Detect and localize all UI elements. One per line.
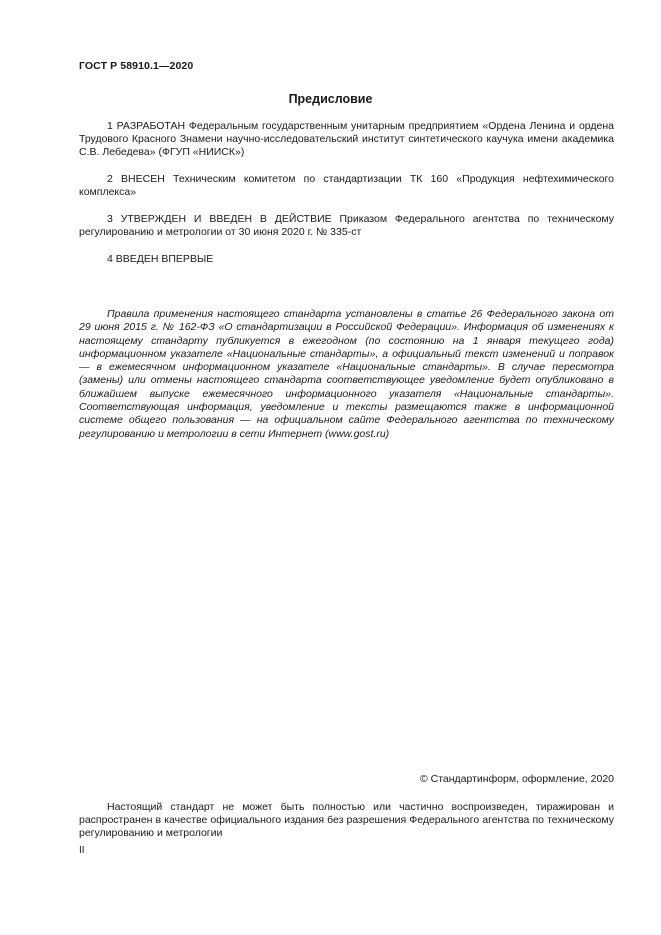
section-2: 2 ВНЕСЕН Техническим комитетом по стандартизации ТК 160 «Продукция нефтехимического комплекса» [79, 173, 614, 198]
document-code: ГОСТ Р 58910.1—2020 [79, 60, 194, 72]
usage-notice: Правила применения настоящего стандарта установлены в статье 26 Федерального закона от 29 июня 2015 г. № 162-ФЗ «О стандартизации в Российской Федерации». Информация об изменениях к настоящему стандарту публикуется в ежегодном (по состоянию на 1 января текущего года) информационном указателе «Национальные стандарты», а официальный текст изменений и поправок — в ежемесячном информационном указателе «Национальные стандарты». В случае пересмотра (замены) или отмены настоящего стандарта соответствующее уведомление будет опубликовано в ближайшем выпуске ежемесячного информационного указателя «Национальные стандарты». Соответствующая информация, уведомление и тексты размещаются также в информационной системе общего пользования — на официальном сайте Федерального агентства по техническому регулированию и метрологии в сети Интернет (www.gost.ru) [79, 308, 614, 440]
section-4: 4 ВВЕДЕН ВПЕРВЫЕ [107, 253, 214, 265]
page-title: Предисловие [288, 92, 373, 106]
copyright-line: © Стандартинформ, оформление, 2020 [419, 773, 614, 785]
section-1: 1 РАЗРАБОТАН Федеральным государственным унитарным предприятием «Ордена Ленина и ордена Трудового Красного Знамени научно-исследовательский институт синтетического каучука имени академика С.В. Лебедева» (ФГУП «НИИСК») [79, 120, 614, 158]
page-number: II [79, 845, 85, 856]
section-3: 3 УТВЕРЖДЕН И ВВЕДЕН В ДЕЙСТВИЕ Приказом Федерального агентства по техническому регулированию и метрологии от 30 июня 2020 г. № 335-ст [79, 213, 614, 238]
reproduction-notice: Настоящий стандарт не может быть полностью или частично воспроизведен, тиражирован и распространен в качестве официального издания без разрешения Федерального агентства по техническому регулированию и метрологии [79, 801, 614, 839]
